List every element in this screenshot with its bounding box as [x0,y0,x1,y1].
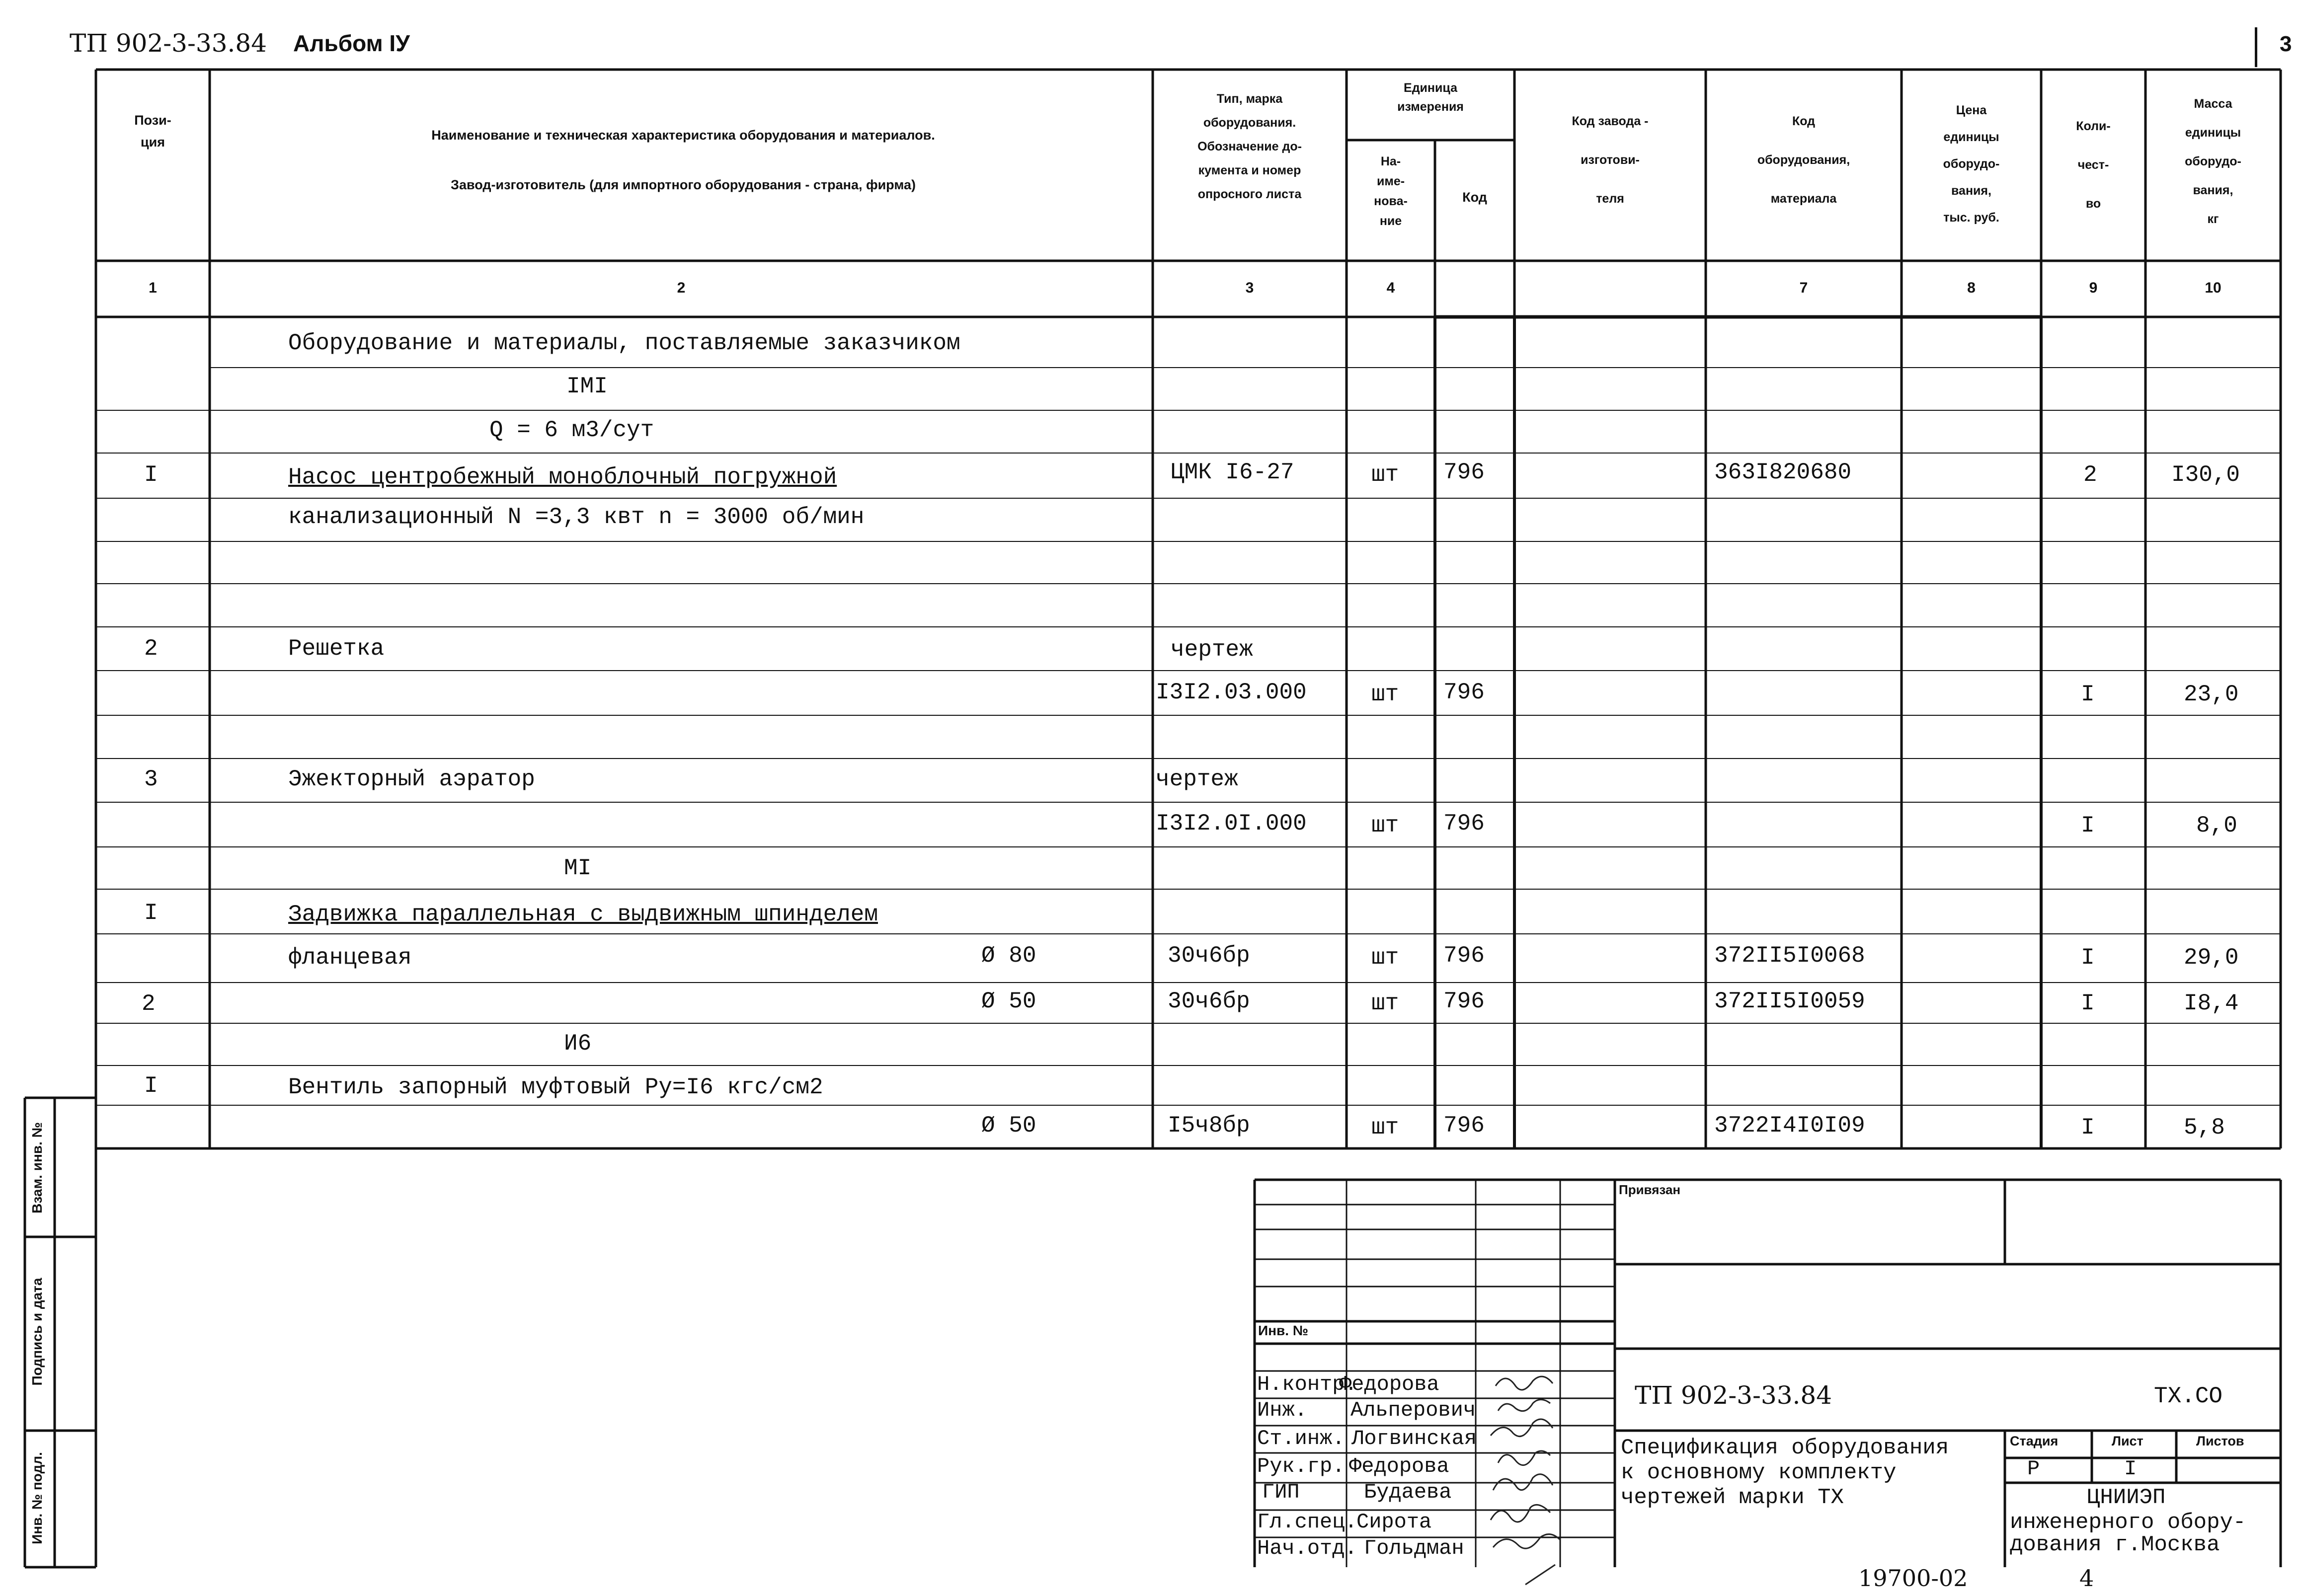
stage-value: Р [2027,1457,2040,1481]
row-equipment-code: 372II5I0068 [1714,943,1865,969]
row-unit: шт [1371,682,1399,707]
side-label-inv-original: Инв. № подл. [29,1452,45,1544]
title-mark: ТХ.СО [2154,1383,2223,1409]
inv-number-label: Инв. № [1258,1323,1309,1338]
row-type: 30ч6бр [1168,943,1250,969]
sheets-label: Листов [2196,1434,2244,1448]
signatory-name: Будаева [1364,1480,1452,1504]
col-header-position: Пози- ция [134,113,171,150]
row-unit-code: 796 [1443,988,1485,1014]
footer-page: 4 [2079,1565,2094,1592]
col-number: 1 [149,280,157,296]
col-number: 8 [1967,280,1976,296]
row-type: 30ч6бр [1168,988,1250,1014]
signatory-role: Н.контр. [1257,1372,1357,1396]
sheet-label: Лист [2112,1434,2143,1448]
row-name: Вентиль запорный муфтовый Ру=I6 кгс/см2 [288,1074,823,1100]
row-unit-code: 796 [1443,459,1485,485]
row-mass: 8,0 [2196,813,2237,838]
page-number: 3 [2280,32,2292,56]
row-unit: шт [1371,945,1399,971]
row-unit: шт [1371,462,1399,488]
row-type: ЦМК I6-27 [1171,459,1294,485]
org-line-3: дования г.Москва [2010,1532,2220,1557]
group-label: IMI [566,374,608,399]
stage-label: Стадия [2010,1434,2059,1448]
col-header-name-line1: Наименование и техническая характеристика оборудования и материалов. [431,128,935,143]
row-name: канализационный N =3,3 квт n = 3000 об/мин [288,504,865,530]
row-position: I [144,900,158,926]
side-label-signature-date: Подпись и дата [29,1278,45,1386]
row-mass: I30,0 [2171,462,2240,488]
row-position: 3 [144,766,158,792]
row-type: I3I2.03.000 [1156,680,1307,705]
col-header-unit-code: Код [1462,190,1487,205]
row-name: Задвижка параллельная с выдвижным шпинделем [288,902,878,927]
row-name: фланцевая [288,945,412,971]
row-position: I [144,462,158,488]
row-equipment-code: 3722I4I0I09 [1714,1113,1865,1139]
privyazan-label: Привязан [1619,1182,1681,1197]
row-unit-code: 796 [1443,811,1485,836]
signatory-name: Логвинская [1351,1427,1477,1450]
row-unit-code: 796 [1443,1113,1485,1139]
col-header-name-line2: Завод-изготовитель (для импортного оборудования - страна, фирма) [451,177,916,192]
row-diameter: Ø 80 [981,943,1036,969]
row-name: Решетка [288,636,385,662]
row-mass: I8,4 [2184,990,2239,1016]
row-quantity: I [2081,682,2095,707]
signatory-name: Сирота [1356,1510,1432,1534]
flow-rate: Q = 6 м3/сут [489,417,654,443]
row-type: I5ч8бр [1168,1113,1250,1139]
col-header-unit-name: На- име- нова- ние [1374,154,1408,228]
row-unit: шт [1371,813,1399,838]
row-position: I [144,1073,158,1099]
signatory-role: Ст.инж. [1257,1427,1345,1450]
row-unit-code: 796 [1443,680,1485,705]
row-quantity: I [2081,813,2095,838]
signatory-role: Рук.гр. [1257,1454,1345,1478]
col-number: 4 [1386,280,1395,296]
col-number: 7 [1799,280,1808,296]
row-diameter: Ø 50 [981,1113,1036,1139]
col-number: 3 [1245,280,1254,296]
row-equipment-code: 363I820680 [1714,459,1852,485]
row-equipment-code: 372II5I0059 [1714,988,1865,1014]
signatory-role: Нач.отд. [1257,1536,1357,1560]
col-number: 9 [2089,280,2098,296]
row-quantity: I [2081,990,2095,1016]
col-header-unit-group: Единица измерения [1397,81,1464,114]
row-type: чертеж [1156,766,1238,792]
col-header-type: Тип, марка оборудования. Обозначение до- кумента и номер опросного листа [1197,92,1302,201]
header-album: Альбом IУ [293,30,410,56]
row-unit: шт [1371,990,1399,1016]
col-header-mass: Масса единицы оборудо- вания, кг [2185,97,2241,226]
signatory-name: Федорова [1349,1454,1449,1478]
title-line-3: чертежей марки ТХ [1621,1485,1844,1510]
footer-number: 19700-02 [1858,1565,1968,1592]
row-unit: шт [1371,1115,1399,1140]
title-line-2: к основному комплекту [1621,1460,1897,1485]
col-header-quantity: Коли- чест- во [2076,119,2111,211]
col-header-equipment-code: Код оборудования, материала [1757,114,1850,206]
group-label: MI [564,855,592,881]
org-line-2: инженерного обору- [2010,1510,2246,1535]
title-doc-code: ТП 902-3-33.84 [1635,1381,1832,1410]
row-quantity: 2 [2083,462,2097,488]
signatory-role: Гл.спец. [1257,1510,1357,1534]
row-name: Эжекторный аэратор [288,766,535,792]
section-title: Оборудование и материалы, поставляемые заказчиком [288,330,960,356]
row-quantity: I [2081,945,2095,971]
col-header-price: Цена единицы оборудо- вания, тыс. руб. [1943,103,2000,225]
signatory-role: ГИП [1262,1480,1300,1504]
row-quantity: I [2081,1115,2095,1140]
sheet-value: I [2124,1457,2137,1481]
row-mass: 23,0 [2184,682,2239,707]
signatory-name: Федорова [1339,1372,1439,1396]
row-mass: 5,8 [2184,1115,2225,1140]
header-code: ТП 902-3-33.84 [70,29,267,58]
row-diameter: Ø 50 [981,988,1036,1014]
row-type: I3I2.0I.000 [1156,811,1307,836]
title-line-1: Спецификация оборудования [1621,1436,1949,1460]
signatory-name: Гольдман [1364,1536,1464,1560]
org-line-1: ЦНИИЭП [2087,1485,2166,1510]
row-type: чертеж [1171,637,1253,663]
group-label: И6 [564,1031,592,1057]
row-position: 2 [142,991,156,1017]
signatory-role: Инж. [1257,1398,1307,1422]
row-unit-code: 796 [1443,943,1485,969]
signatory-name: Альперович [1350,1398,1476,1422]
row-mass: 29,0 [2184,945,2239,971]
row-name: Насос центробежный моноблочный погружной [288,464,837,490]
side-label-replaced-inv: Взам. инв. № [29,1122,45,1214]
col-number: 10 [2205,280,2222,296]
row-position: 2 [144,636,158,662]
col-number: 2 [677,280,686,296]
col-header-factory-code: Код завода - изготови- теля [1572,114,1649,206]
